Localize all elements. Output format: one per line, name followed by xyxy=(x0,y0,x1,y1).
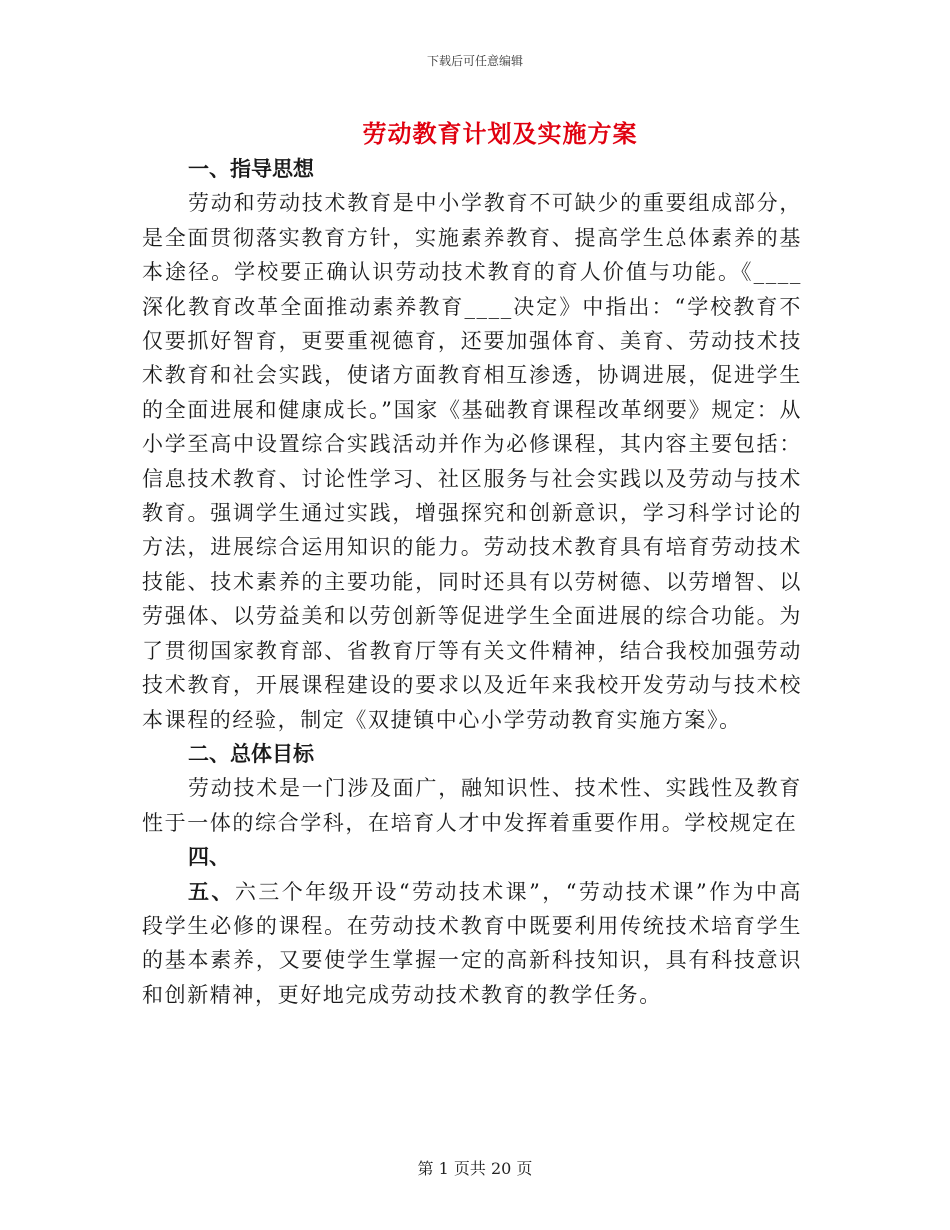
page-header-note: 下载后可任意编辑 xyxy=(426,54,523,68)
section-paragraph: 劳动和劳动技术教育是中小学教育不可缺少的重要组成部分，是全面贯彻落实教育方针，实施素养教育、提高学生总体素养的基本途径。学校要正确认识劳动技术教育的育人价值与功能。《____深化教育改革全面推动素养教育____决定》中指出：“学校教育不仅要抓好智育，更要重视德育，还要加强体育、美育、劳动技术技术教育和社会实践，使诸方面教育相互渗透，协调进展，促进学生的全面进展和健康成长。”国家《基础教育课程改革纲要》规定：从小学至高中设置综合实践活动并作为必修课程，其内容主要包括：信息技术教育、讨论性学习、社区服务与社会实践以及劳动与技术教育。强调学生通过实践，增强探究和创新意识，学习科学讨论的方法，进展综合运用知识的能力。劳动技术教育具有培育劳动技术技能、技术素养的主要功能，同时还具有以劳树德、以劳增智、以劳强体、以劳益美和以劳创新等促进学生全面进展的综合功能。为了贯彻国家教育部、省教育厅等有关文件精神，结合我校加强劳动技术教育，开展课程建设的要求以及近年来我校开发劳动与技术校本课程的经验，制定《双捷镇中心小学劳动教育实施方案》。 xyxy=(142,191,802,732)
section-heading-four: 四、 xyxy=(188,844,230,870)
section-five-paragraph xyxy=(142,875,802,1013)
section-five-text: 六三个年级开设“劳动技术课”，“劳动技术课”作为中高段学生必修的课程。在劳动技术教育中既要利用传统技术培育学生的基本素养，又要使学生掌握一定的高新科技知识，具有科技意识和创新精神，更好地完成劳动技术教育的教学任务。 xyxy=(142,879,803,1007)
page-number: 第 1 页共 20 页 xyxy=(417,1159,533,1178)
document-title: 劳动教育计划及实施方案 xyxy=(362,119,638,148)
section-paragraph: 劳动技术是一门涉及面广，融知识性、技术性、实践性及教育性于一体的综合学科，在培育人才中发挥着重要作用。学校规定在 xyxy=(142,776,802,835)
document-body xyxy=(142,152,802,1012)
section-five-lead: 五、 xyxy=(188,878,235,904)
section-heading-overall-goal: 二、总体目标 xyxy=(188,740,314,766)
section-heading-guiding-thought: 一、指导思想 xyxy=(188,156,314,181)
